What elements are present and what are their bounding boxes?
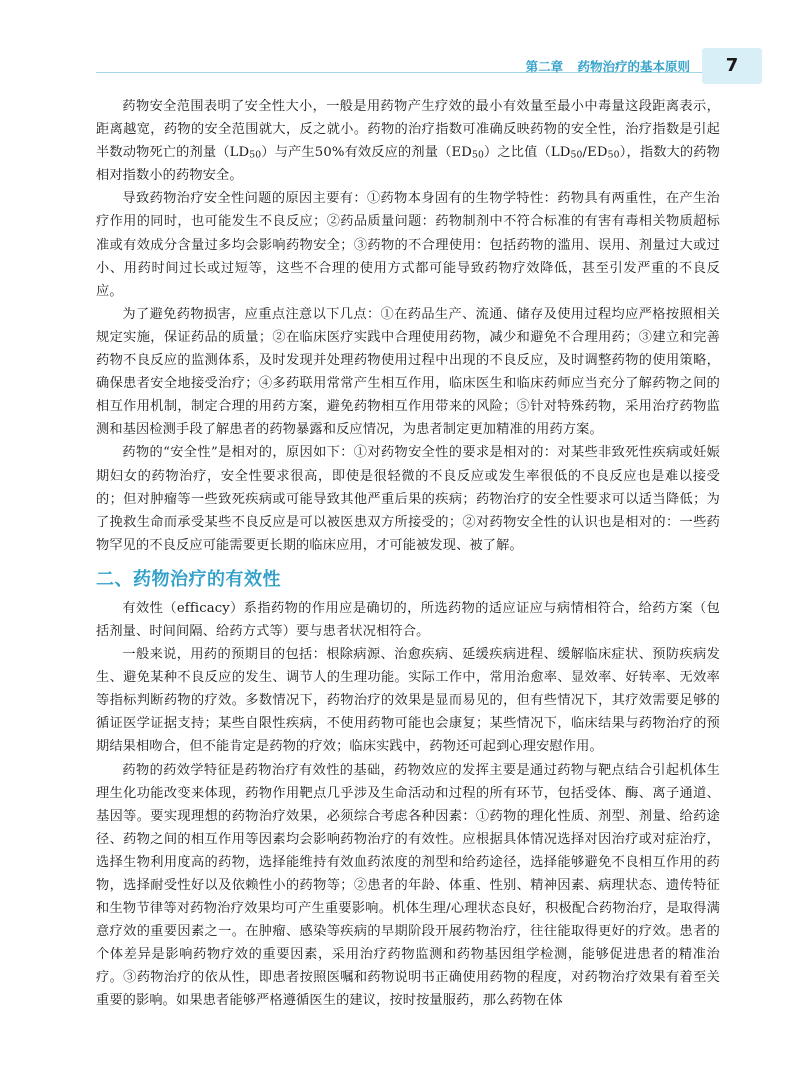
paragraph-relative-safety: 药物的“安全性”是相对的，原因如下：①对药物安全性的要求是相对的：对某些非致死性疾病或妊娠期妇女的药物治疗，安全性要求很高，即使是很轻微的不良反应或发生率很低的不良反应也是难以接受的；但对肿瘤等一些致死疾病或可能导致其他严重后果的疾病；药物治疗的安全性要求可以适当降低；为了挽救生命而承受某些不良反应是可以被医患双方所接受的；②对药物安全性的认识也是相对的：一些药物罕见的不良反应可能需要更长期的临床应用，才可能被发现、被了解。 [96, 445, 720, 553]
paragraph-safety-range: 药物安全范围表明了安全性大小，一般是用药物产生疗效的最小有效量至最小中毒量这段距离表示，距离越宽，药物的安全范围就大，反之就小。药物的治疗指数可准确反映药物的安全性，治疗指数是引起半数动物死亡的剂量$(LD_{50})$与产生50%有效反应的剂量$(ED_{50})$之比值$(LD_{50}/ED_{50})$，指数大的药物相对指数小的药物安全。 [96, 99, 720, 184]
paragraph-expected-goals: 一般来说，用药的预期目的包括：根除病源、治愈疾病、延缓疾病进程、缓解临床症状、预防疾病发生、避免某种不良反应的发生、调节人的生理功能。实际工作中，常用治愈率、显效率、好转率、无效率等指标判断药物的疗效。多数情况下，药物治疗的效果是显而易见的，但有些情况下，其疗效需要足够的循证医学证据支持；某些自限性疾病，不使用药物可能也会康复；某些情况下，临床结果与药物治疗的预期结果相吻合，但不能肯定是药物的疗效；临床实践中，药物还可起到心理安慰作用。 [96, 647, 720, 755]
chapter-title: 药物治疗的基本原则 [577, 59, 690, 74]
header-chapter-info [516, 57, 690, 75]
paragraph-safety-causes: 导致药物治疗安全性问题的原因主要有：①药物本身固有的生物学特性：药物具有两重性，在产生治疗作用的同时，也可能发生不良反应；②药品质量问题：药物制剂中不符合标准的有害有毒相关物质超标准或有效成分含量过多均会影响药物安全；③药物的不合理使用：包括药物的滥用、误用、剂量过大或过小、用药时间过长或过短等，这些不合理的使用方式都可能导致药物疗效降低，甚至引发严重的不良反应。 [96, 191, 720, 299]
section-heading-efficacy: 二、药物治疗的有效性 [96, 568, 281, 590]
chapter-label: 第二章 [525, 59, 564, 74]
body-text [96, 95, 720, 1013]
paragraph-avoid-harm: 为了避免药物损害，应重点注意以下几点：①在药品生产、流通、储存及使用过程均应严格按照相关规定实施，保证药品的质量；②在临床医疗实践中合理使用药物，减少和避免不合理用药；③建立和完善药物不良反应的监测体系，及时发现并处理药物使用过程中出现的不良反应，及时调整药物的使用策略，确保患者安全地接受治疗；④多药联用常常产生相互作用，临床医生和临床药师应当充分了解药物之间的相互作用机制，制定合理的用药方案，避免药物相互作用带来的风险；⑤针对特殊药物，采用治疗药物监测和基因检测手段了解患者的药物暴露和反应情况，为患者制定更加精准的用药方案。 [96, 306, 720, 438]
paragraph-pharmacodynamics: 药物的药效学特征是药物治疗有效性的基础，药物效应的发挥主要是通过药物与靶点结合引起机体生理生化功能改变来体现，药物作用靶点几乎涉及生命活动和过程的所有环节，包括受体、酶、离子通道、基因等。要实现理想的药物治疗效果，必须综合考虑各种因素：①药物的理化性质、剂型、剂量、给药途径、药物之间的相互作用等因素均会影响药物治疗的有效性。应根据具体情况选择对因治疗或对症治疗，选择生物利用度高的药物，选择能维持有效血药浓度的剂型和给药途径，选择能够避免不良相互作用的药物，选择耐受性好以及依赖性小的药物等；②患者的年龄、体重、性别、精神因素、病理状态、遗传特征和生物节律等对药物治疗效果均可产生重要影响。机体生理/心理状态良好，积极配合药物治疗，是取得满意疗效的重要因素之一。在肿瘤、感染等疾病的早期阶段开展药物治疗，往往能取得更好的疗效。患者的个体差异是影响药物疗效的重要因素，采用治疗药物监测和药物基因组学检测，能够促进患者的精准治疗。③药物治疗的依从性，即患者按照医嘱和药物说明书正确使用药物的程度，对药物治疗效果有着至关重要的影响。如果患者能够严格遵循医生的建议，按时按量服药，那么药物在体 [96, 762, 720, 1009]
page-number: 7 [725, 55, 739, 76]
paragraph-efficacy-definition: 有效性（efficacy）系指药物的作用应是确切的，所选药物的适应证应与病情相符合，给药方案（包括剂量、时间间隔、给药方式等）要与患者状况相符合。 [96, 600, 720, 639]
running-header [96, 44, 800, 84]
